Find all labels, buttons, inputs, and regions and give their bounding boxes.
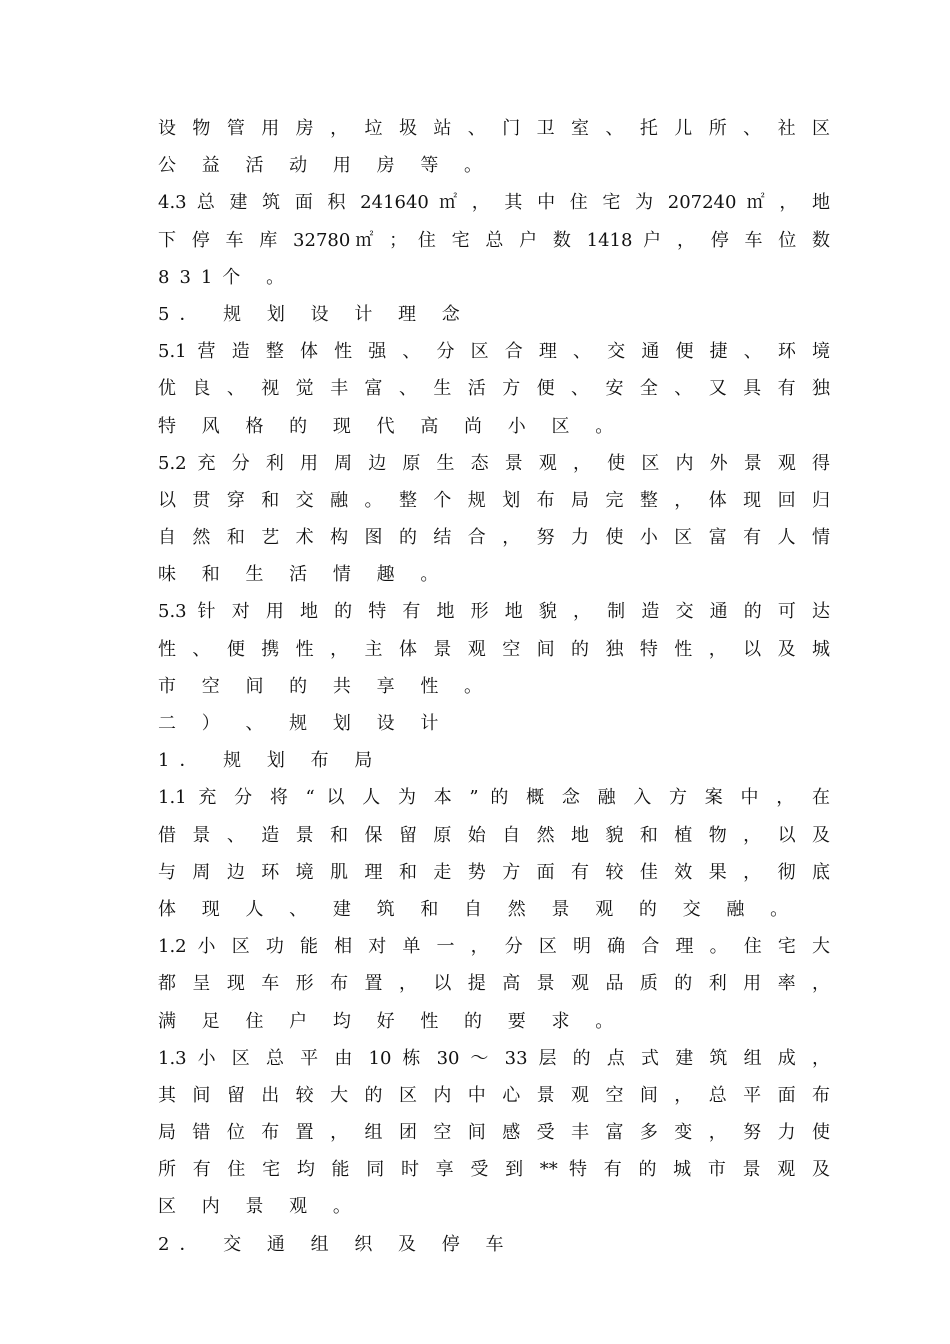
text-line: 5.3 针 对 用 地 的 特 有 地 形 地 貌 ， 制 造 交 通 的 可 达 <box>158 601 830 623</box>
text-line: 特 风 格 的 现 代 高 尚 小 区 。 <box>158 415 624 437</box>
text-line: 满 足 住 户 均 好 性 的 要 求 。 <box>158 1010 624 1032</box>
text-line: 下 停 车 库 32780㎡ ； 住 宅 总 户 数 1418 户 ， 停 车 位 数 <box>158 229 830 251</box>
text-line: 体 现 人 、 建 筑 和 自 然 景 观 的 交 融 。 <box>158 898 799 920</box>
text-line: 二 ） 、 规 划 设 计 <box>158 713 449 734</box>
text-line: 1.3 小 区 总 平 由 10 栋 30 ～ 33 层 的 点 式 建 筑 组 成 ， <box>158 1047 830 1069</box>
text-line: 5.2 充 分 利 用 周 边 原 生 态 景 观 ， 使 区 内 外 景 观 得 <box>158 452 830 474</box>
text-line: 借 景 、 造 景 和 保 留 原 始 自 然 地 貌 和 植 物 ， 以 及 <box>158 824 830 846</box>
text-line: 区 内 景 观 。 <box>158 1196 361 1218</box>
text-line: 自 然 和 艺 术 构 图 的 结 合 ， 努 力 使 小 区 富 有 人 情 <box>158 527 830 549</box>
text-line: 5.1 营 造 整 体 性 强 、 分 区 合 理 、 交 通 便 捷 、 环 境 <box>158 341 830 363</box>
text-line: 所 有 住 宅 均 能 同 时 享 受 到 ** 特 有 的 城 市 景 观 及 <box>158 1159 830 1181</box>
text-line: 局 错 位 布 置 ， 组 团 空 间 感 受 丰 富 多 变 ， 努 力 使 <box>158 1122 830 1144</box>
text-line: 性 、 便 携 性 ， 主 体 景 观 空 间 的 独 特 性 ， 以 及 城 <box>158 638 830 660</box>
text-line: 与 周 边 环 境 肌 理 和 走 势 方 面 有 较 佳 效 果 ， 彻 底 <box>158 861 830 883</box>
text-line: 2． 交 通 组 织 及 停 车 <box>158 1233 514 1255</box>
text-line: 1.2 小 区 功 能 相 对 单 一 ， 分 区 明 确 合 理 。 住 宅 大 <box>158 936 830 958</box>
text-line: 其 间 留 出 较 大 的 区 内 中 心 景 观 空 间 ， 总 平 面 布 <box>158 1084 830 1106</box>
text-line: 以 贯 穿 和 交 融 。 整 个 规 划 布 局 完 整 ， 体 现 回 归 <box>158 489 830 511</box>
text-line: 5． 规 划 设 计 理 念 <box>158 303 470 325</box>
text-line: 市 空 间 的 共 享 性 。 <box>158 675 493 697</box>
text-line: 设 物 管 用 房 ， 垃 圾 站 、 门 卫 室 、 托 儿 所 、 社 区 <box>158 118 830 139</box>
text-line: 公 益 活 动 用 房 等 。 <box>158 155 493 177</box>
text-line: 都 呈 现 车 形 布 置 ， 以 提 高 景 观 品 质 的 利 用 率 ， <box>158 973 830 995</box>
text-line: 1.1 充 分 将 “ 以 人 为 本 ” 的 概 念 融 入 方 案 中 ， 在 <box>158 787 830 809</box>
text-line: 味 和 生 活 情 趣 。 <box>158 564 449 586</box>
text-line: 1． 规 划 布 局 <box>158 750 383 772</box>
document-page <box>158 110 830 1263</box>
text-line: 优 良 、 视 觉 丰 富 、 生 活 方 便 、 安 全 、 又 具 有 独 <box>158 378 830 400</box>
text-line: 4.3 总 建 筑 面 积 241640 ㎡ ， 其 中 住 宅 为 207240 ㎡ ， 地 <box>158 192 830 214</box>
text-line: 831个 。 <box>158 266 295 288</box>
